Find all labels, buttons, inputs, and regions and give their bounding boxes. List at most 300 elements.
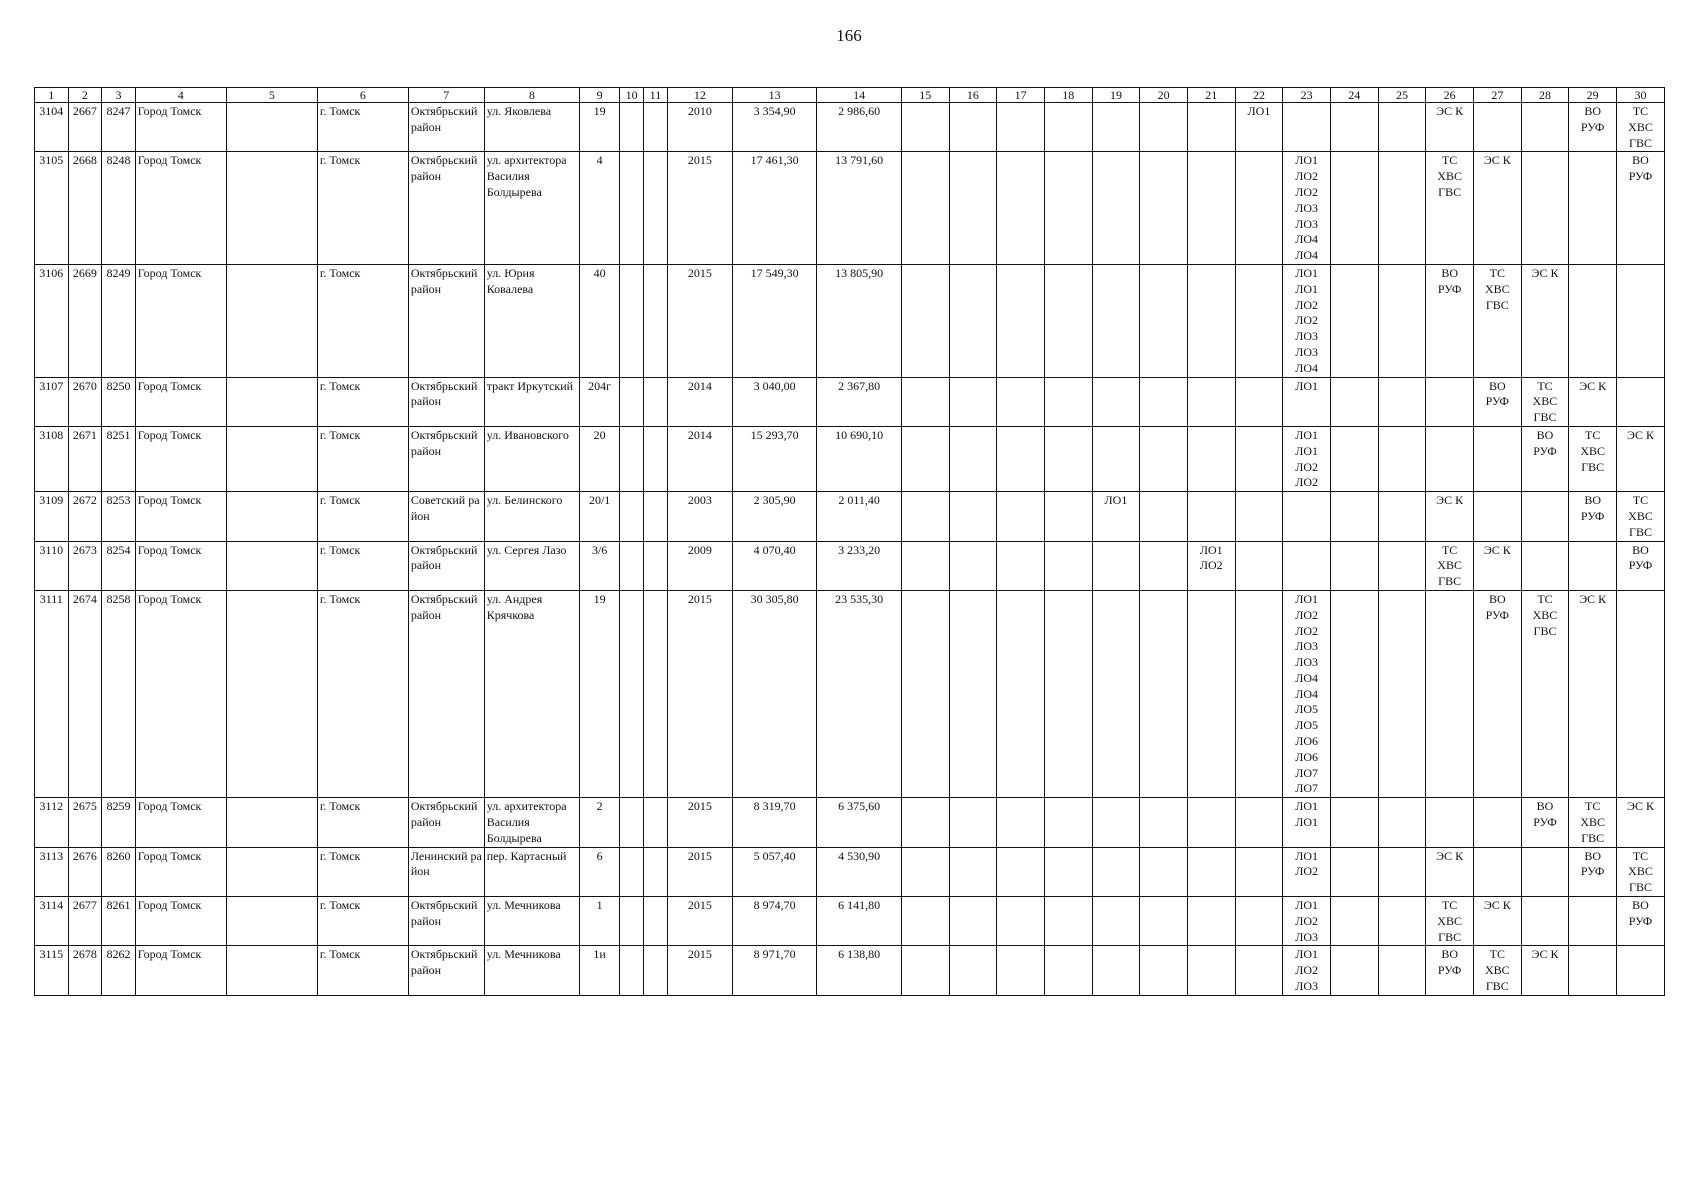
work-col-27-cell: [1473, 847, 1521, 896]
col-11-cell: [644, 152, 668, 265]
district-cell: Октябрьский район: [408, 426, 484, 491]
work-col-21-cell: [1187, 152, 1235, 265]
work-col-23-cell: [1283, 541, 1331, 590]
column-header-7: 7: [408, 88, 484, 103]
total-area-cell: 15 293,70: [732, 426, 817, 491]
sequence-number-cell: 2676: [68, 847, 102, 896]
locality-cell: г. Томск: [317, 152, 408, 265]
year-cell: 2015: [667, 946, 732, 995]
locality-cell: г. Томск: [317, 426, 408, 491]
column-header-6: 6: [317, 88, 408, 103]
work-col-29-cell: [1569, 264, 1617, 377]
locality-cell: г. Томск: [317, 377, 408, 426]
col-10-cell: [620, 897, 644, 946]
work-code: ЭС К: [1483, 898, 1511, 913]
work-col-26-cell: [1426, 541, 1474, 590]
column-header-4: 4: [135, 88, 226, 103]
col-11-cell: [644, 590, 668, 797]
district-cell: Октябрьский район: [408, 103, 484, 152]
table-row: [35, 264, 1665, 377]
work-col-17-cell: [997, 377, 1045, 426]
settlement-type-cell: [226, 946, 317, 995]
work-col-21-cell: [1187, 492, 1235, 541]
record-number-cell: 3112: [35, 798, 69, 847]
work-col-23-cell: [1283, 103, 1331, 152]
work-code: РУФ: [1533, 443, 1557, 458]
work-code: ТС: [1537, 378, 1553, 393]
work-col-23-cell: [1283, 426, 1331, 491]
work-col-26-cell: [1426, 152, 1474, 265]
work-col-19-cell: [1092, 492, 1140, 541]
work-col-15-cell: [901, 798, 949, 847]
settlement-type-cell: [226, 541, 317, 590]
table-body: [35, 103, 1665, 996]
total-area-cell: 4 070,40: [732, 541, 817, 590]
record-number-cell: 3114: [35, 897, 69, 946]
work-col-20-cell: [1140, 541, 1188, 590]
work-code: ХВС: [1437, 913, 1462, 928]
work-col-16-cell: [949, 264, 997, 377]
work-col-25-cell: [1378, 426, 1426, 491]
work-code: ЛО6: [1295, 734, 1319, 749]
work-code: ЛО6: [1295, 749, 1319, 764]
work-col-28-cell: [1521, 897, 1569, 946]
work-col-24-cell: [1330, 492, 1378, 541]
work-col-30-cell: [1617, 798, 1665, 847]
work-col-21-cell: [1187, 798, 1235, 847]
work-col-17-cell: [997, 264, 1045, 377]
house-id-cell: 8248: [102, 152, 136, 265]
work-col-25-cell: [1378, 541, 1426, 590]
work-col-27-cell: [1473, 590, 1521, 797]
year-cell: 2014: [667, 426, 732, 491]
work-col-17-cell: [997, 946, 1045, 995]
column-header-9: 9: [580, 88, 620, 103]
work-col-16-cell: [949, 798, 997, 847]
work-code: ГВС: [1629, 524, 1652, 539]
work-col-29-cell: [1569, 426, 1617, 491]
year-cell: 2010: [667, 103, 732, 152]
work-col-17-cell: [997, 426, 1045, 491]
work-code: РУФ: [1533, 815, 1557, 830]
work-col-27-cell: [1473, 541, 1521, 590]
work-col-28-cell: [1521, 103, 1569, 152]
street-cell: ул. Мечникова: [484, 946, 579, 995]
year-cell: 2015: [667, 798, 732, 847]
house-number-cell: 2: [580, 798, 620, 847]
work-code: ЛО1: [1295, 265, 1319, 280]
column-header-26: 26: [1426, 88, 1474, 103]
work-col-27-cell: [1473, 798, 1521, 847]
column-header-25: 25: [1378, 88, 1426, 103]
living-area-cell: 6 375,60: [817, 798, 902, 847]
work-col-29-cell: [1569, 897, 1617, 946]
work-col-22-cell: [1235, 492, 1283, 541]
house-id-cell: 8258: [102, 590, 136, 797]
work-col-20-cell: [1140, 152, 1188, 265]
work-code: ЛО1: [1295, 443, 1319, 458]
col-11-cell: [644, 946, 668, 995]
column-header-13: 13: [732, 88, 817, 103]
sequence-number-cell: 2672: [68, 492, 102, 541]
district-cell: Октябрьский район: [408, 946, 484, 995]
work-code: ЛО1: [1295, 153, 1319, 168]
work-col-17-cell: [997, 798, 1045, 847]
work-col-25-cell: [1378, 897, 1426, 946]
work-code: РУФ: [1628, 169, 1653, 184]
work-col-22-cell: [1235, 897, 1283, 946]
work-col-19-cell: [1092, 152, 1140, 265]
locality-cell: г. Томск: [317, 798, 408, 847]
locality-cell: г. Томск: [317, 897, 408, 946]
column-header-20: 20: [1140, 88, 1188, 103]
district-cell: Октябрьский район: [408, 264, 484, 377]
work-code: ХВС: [1437, 169, 1462, 184]
work-code: ЛО3: [1295, 329, 1319, 344]
work-code: ВО: [1632, 542, 1649, 557]
work-col-19-cell: [1092, 798, 1140, 847]
work-col-22-cell: [1235, 590, 1283, 797]
work-col-18-cell: [1044, 798, 1092, 847]
work-col-15-cell: [901, 847, 949, 896]
table-row: [35, 798, 1665, 847]
work-code: ГВС: [1438, 574, 1462, 589]
work-col-28-cell: [1521, 798, 1569, 847]
work-code: ЛО4: [1295, 360, 1319, 375]
work-code: ЛО2: [1199, 558, 1223, 573]
work-code: ЛО1: [1199, 542, 1223, 557]
work-col-28-cell: [1521, 152, 1569, 265]
settlement-type-cell: [226, 264, 317, 377]
column-header-22: 22: [1235, 88, 1283, 103]
work-col-30-cell: [1617, 103, 1665, 152]
work-code: ВО: [1441, 947, 1458, 962]
work-code: ЛО2: [1295, 913, 1319, 928]
work-code: ЛО2: [1295, 623, 1319, 638]
work-code: ВО: [1488, 591, 1506, 606]
work-code: ТС: [1441, 542, 1458, 557]
work-col-18-cell: [1044, 946, 1092, 995]
work-col-24-cell: [1330, 264, 1378, 377]
table-row: [35, 426, 1665, 491]
column-header-12: 12: [667, 88, 732, 103]
sequence-number-cell: 2671: [68, 426, 102, 491]
district-cell: Октябрьский район: [408, 377, 484, 426]
settlement-type-cell: [226, 103, 317, 152]
work-col-16-cell: [949, 590, 997, 797]
total-area-cell: 3 040,00: [732, 377, 817, 426]
col-11-cell: [644, 798, 668, 847]
work-col-20-cell: [1140, 377, 1188, 426]
street-cell: ул. Мечникова: [484, 897, 579, 946]
work-col-15-cell: [901, 152, 949, 265]
municipality-cell: Город Томск: [135, 946, 226, 995]
municipality-cell: Город Томск: [135, 590, 226, 797]
work-col-30-cell: [1617, 590, 1665, 797]
living-area-cell: 2 367,80: [817, 377, 902, 426]
column-header-5: 5: [226, 88, 317, 103]
work-col-23-cell: [1283, 492, 1331, 541]
municipality-cell: Город Томск: [135, 798, 226, 847]
street-cell: пер. Картасный: [484, 847, 579, 896]
col-10-cell: [620, 264, 644, 377]
work-col-19-cell: [1092, 377, 1140, 426]
work-col-23-cell: [1283, 847, 1331, 896]
work-col-18-cell: [1044, 897, 1092, 946]
work-col-16-cell: [949, 426, 997, 491]
work-code: ЭС К: [1579, 378, 1607, 393]
municipality-cell: Город Томск: [135, 426, 226, 491]
street-cell: тракт Иркутский: [484, 377, 579, 426]
year-cell: 2015: [667, 264, 732, 377]
work-col-18-cell: [1044, 103, 1092, 152]
work-col-27-cell: [1473, 264, 1521, 377]
street-cell: ул. Сергея Лазо: [484, 541, 579, 590]
table-row: [35, 847, 1665, 896]
settlement-type-cell: [226, 426, 317, 491]
work-code: ХВС: [1628, 508, 1653, 523]
work-col-29-cell: [1569, 590, 1617, 797]
work-col-15-cell: [901, 492, 949, 541]
work-col-28-cell: [1521, 541, 1569, 590]
work-code: ТС: [1489, 947, 1505, 962]
sequence-number-cell: 2675: [68, 798, 102, 847]
work-col-22-cell: [1235, 847, 1283, 896]
work-code: ГВС: [1438, 929, 1462, 944]
living-area-cell: 23 535,30: [817, 590, 902, 797]
total-area-cell: 5 057,40: [732, 847, 817, 896]
locality-cell: г. Томск: [317, 103, 408, 152]
work-col-15-cell: [901, 897, 949, 946]
work-code: ГВС: [1438, 184, 1462, 199]
district-cell: Октябрьский район: [408, 590, 484, 797]
work-code: ЛО5: [1295, 702, 1319, 717]
table-row: [35, 946, 1665, 995]
work-code: ЭС К: [1436, 104, 1464, 118]
locality-cell: г. Томск: [317, 264, 408, 377]
work-col-26-cell: [1426, 264, 1474, 377]
living-area-cell: 6 138,80: [817, 946, 902, 995]
work-code: ХВС: [1580, 443, 1605, 458]
work-code: РУФ: [1628, 558, 1653, 573]
work-col-29-cell: [1569, 541, 1617, 590]
work-col-30-cell: [1617, 897, 1665, 946]
register-table: [34, 87, 1665, 996]
work-code: ТС: [1584, 427, 1601, 442]
work-col-19-cell: [1092, 847, 1140, 896]
work-code: ЛО4: [1295, 232, 1319, 247]
work-code: ТС: [1441, 153, 1458, 168]
street-cell: ул. Юрия Ковалева: [484, 264, 579, 377]
table-row: [35, 377, 1665, 426]
work-col-26-cell: [1426, 847, 1474, 896]
sequence-number-cell: 2673: [68, 541, 102, 590]
work-col-22-cell: [1235, 264, 1283, 377]
work-col-27-cell: [1473, 426, 1521, 491]
district-cell: Октябрьский район: [408, 798, 484, 847]
work-code: ХВС: [1484, 963, 1510, 978]
work-code: ЛО1: [1295, 591, 1319, 606]
col-11-cell: [644, 541, 668, 590]
column-header-8: 8: [484, 88, 579, 103]
column-header-23: 23: [1283, 88, 1331, 103]
house-id-cell: 8247: [102, 103, 136, 152]
house-id-cell: 8253: [102, 492, 136, 541]
sequence-number-cell: 2668: [68, 152, 102, 265]
work-code: ВО: [1441, 265, 1458, 280]
work-col-22-cell: [1235, 377, 1283, 426]
house-number-cell: 19: [580, 590, 620, 797]
work-code: ХВС: [1628, 119, 1653, 134]
municipality-cell: Город Томск: [135, 377, 226, 426]
settlement-type-cell: [226, 590, 317, 797]
sequence-number-cell: 2677: [68, 897, 102, 946]
record-number-cell: 3113: [35, 847, 69, 896]
work-col-30-cell: [1617, 152, 1665, 265]
street-cell: ул. архитектора Василия Болдырева: [484, 798, 579, 847]
work-col-29-cell: [1569, 377, 1617, 426]
work-col-16-cell: [949, 897, 997, 946]
work-col-22-cell: [1235, 152, 1283, 265]
total-area-cell: 3 354,90: [732, 103, 817, 152]
work-col-26-cell: [1426, 492, 1474, 541]
sequence-number-cell: 2670: [68, 377, 102, 426]
work-code: ЛО2: [1295, 184, 1319, 199]
work-col-27-cell: [1473, 377, 1521, 426]
total-area-cell: 8 319,70: [732, 798, 817, 847]
work-col-18-cell: [1044, 847, 1092, 896]
work-code: ЛО1: [1295, 898, 1319, 913]
house-number-cell: 3/6: [580, 541, 620, 590]
work-code: ЛО4: [1295, 248, 1319, 263]
house-id-cell: 8249: [102, 264, 136, 377]
column-header-17: 17: [997, 88, 1045, 103]
work-col-26-cell: [1426, 426, 1474, 491]
district-cell: Октябрьский район: [408, 897, 484, 946]
work-col-20-cell: [1140, 492, 1188, 541]
work-col-19-cell: [1092, 426, 1140, 491]
work-code: ЛО1: [1295, 947, 1319, 962]
work-code: ЭС К: [1531, 947, 1559, 962]
work-col-30-cell: [1617, 426, 1665, 491]
work-col-19-cell: [1092, 264, 1140, 377]
locality-cell: г. Томск: [317, 847, 408, 896]
house-id-cell: 8259: [102, 798, 136, 847]
total-area-cell: 2 305,90: [732, 492, 817, 541]
work-col-17-cell: [997, 847, 1045, 896]
table-row: [35, 590, 1665, 797]
work-col-26-cell: [1426, 798, 1474, 847]
work-code: ГВС: [1581, 459, 1605, 474]
work-code: ТС: [1632, 848, 1649, 863]
work-col-28-cell: [1521, 946, 1569, 995]
work-code: ВО: [1536, 799, 1554, 814]
record-number-cell: 3109: [35, 492, 69, 541]
work-col-23-cell: [1283, 377, 1331, 426]
work-col-25-cell: [1378, 798, 1426, 847]
living-area-cell: 10 690,10: [817, 426, 902, 491]
work-col-23-cell: [1283, 897, 1331, 946]
column-header-15: 15: [901, 88, 949, 103]
work-col-15-cell: [901, 426, 949, 491]
work-code: ВО: [1584, 493, 1601, 508]
work-code: ХВС: [1532, 394, 1558, 409]
work-col-21-cell: [1187, 426, 1235, 491]
page-number: 166: [836, 26, 862, 45]
settlement-type-cell: [226, 897, 317, 946]
work-col-25-cell: [1378, 946, 1426, 995]
work-code: ЛО2: [1295, 297, 1319, 312]
municipality-cell: Город Томск: [135, 152, 226, 265]
work-col-25-cell: [1378, 847, 1426, 896]
work-col-15-cell: [901, 377, 949, 426]
street-cell: ул. Яковлева: [484, 103, 579, 152]
work-col-17-cell: [997, 152, 1045, 265]
work-code: ЛО3: [1295, 979, 1319, 994]
work-code: ГВС: [1533, 410, 1557, 425]
col-10-cell: [620, 103, 644, 152]
work-code: ВО: [1632, 898, 1649, 913]
sequence-number-cell: 2667: [68, 103, 102, 152]
work-col-27-cell: [1473, 152, 1521, 265]
work-col-20-cell: [1140, 590, 1188, 797]
district-cell: Октябрьский район: [408, 152, 484, 265]
work-code: ХВС: [1532, 607, 1558, 622]
year-cell: 2015: [667, 590, 732, 797]
work-col-19-cell: [1092, 541, 1140, 590]
work-code: ЛО1: [1295, 281, 1319, 296]
work-code: ХВС: [1628, 864, 1653, 879]
work-col-21-cell: [1187, 847, 1235, 896]
work-col-17-cell: [997, 590, 1045, 797]
work-col-19-cell: [1092, 946, 1140, 995]
work-col-25-cell: [1378, 103, 1426, 152]
work-col-21-cell: [1187, 377, 1235, 426]
district-cell: Ленинский район: [408, 847, 484, 896]
work-col-24-cell: [1330, 946, 1378, 995]
work-col-29-cell: [1569, 103, 1617, 152]
work-col-20-cell: [1140, 897, 1188, 946]
work-code: ЛО2: [1295, 607, 1319, 622]
work-col-22-cell: [1235, 541, 1283, 590]
work-col-17-cell: [997, 897, 1045, 946]
work-code: ХВС: [1437, 558, 1462, 573]
work-code: ЛО2: [1295, 169, 1319, 184]
column-header-10: 10: [620, 88, 644, 103]
house-id-cell: 8254: [102, 541, 136, 590]
work-col-28-cell: [1521, 492, 1569, 541]
work-code: ЛО3: [1295, 655, 1319, 670]
table-row: [35, 897, 1665, 946]
work-code: ЭС К: [1436, 848, 1464, 863]
work-col-21-cell: [1187, 103, 1235, 152]
work-col-18-cell: [1044, 541, 1092, 590]
work-code: ЛО2: [1295, 313, 1319, 328]
work-col-16-cell: [949, 103, 997, 152]
work-col-30-cell: [1617, 847, 1665, 896]
col-11-cell: [644, 264, 668, 377]
work-col-29-cell: [1569, 152, 1617, 265]
year-cell: 2009: [667, 541, 732, 590]
work-col-29-cell: [1569, 847, 1617, 896]
column-header-1: 1: [35, 88, 69, 103]
col-10-cell: [620, 426, 644, 491]
work-code: РУФ: [1437, 963, 1462, 978]
record-number-cell: 3104: [35, 103, 69, 152]
work-code: ВО: [1632, 153, 1649, 168]
table-row: [35, 492, 1665, 541]
work-col-28-cell: [1521, 847, 1569, 896]
